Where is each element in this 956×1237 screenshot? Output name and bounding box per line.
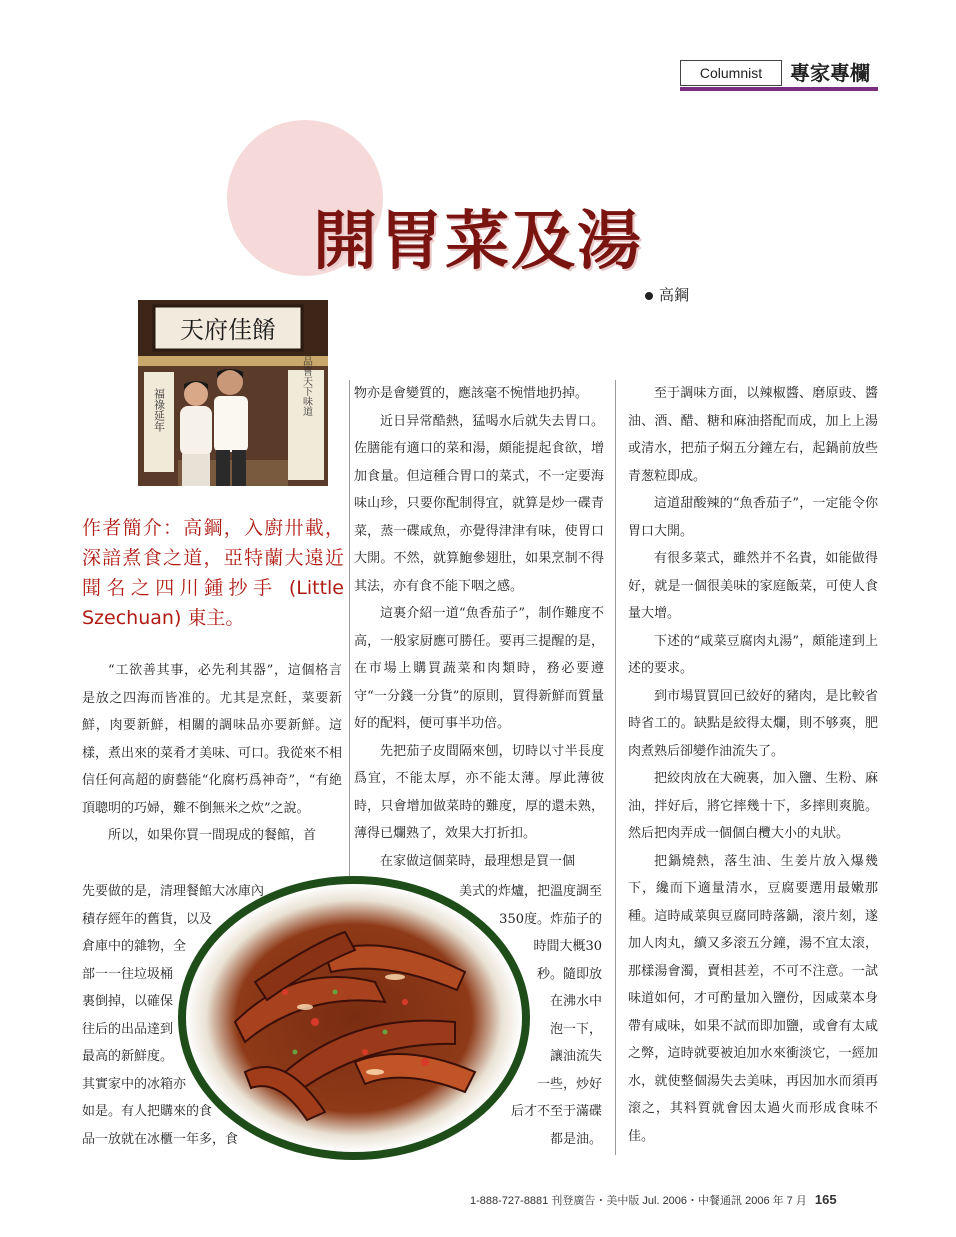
wrap-line: 秒。隨即放 <box>536 967 602 982</box>
eggplant-dish-photo <box>175 872 533 1164</box>
paragraph: 在家做這個菜時，最理想是買一個 <box>380 853 576 869</box>
paragraph: 有很多菜式，雖然并不名貴，如能做得好，就是一個很美味的家庭飯菜，可使人食量大增。 <box>628 551 878 621</box>
paragraph: 這裏介紹一道“魚香茄子”，制作難度不高，一般家厨應可勝任。要再三提醒的是，在市場上購買蔬菜和肉類時，務必要遵守“一分錢一分貨”的原則，買得新鮮而質量好的配料，便可事半功倍。 <box>354 606 604 731</box>
article-title: 開胃菜及湯 <box>313 204 643 279</box>
wrap-line: 品一放就在冰櫃一年多，食 <box>82 1132 239 1147</box>
wrap-line: 部一一往垃圾桶 <box>82 967 174 982</box>
bullet-icon <box>645 292 653 300</box>
header-rule <box>680 87 878 91</box>
column-divider <box>615 380 616 1155</box>
wrap-line: 在沸水中 <box>549 994 602 1009</box>
paragraph: 先把茄子皮間隔來刨，切時以寸半長度爲宜，不能太厚，亦不能太薄。厚此薄彼時，只會增加做菜時的難度，厚的還未熟，薄得已爛熟了，效果大打折扣。 <box>354 743 604 841</box>
paragraph: 這道甜酸辣的“魚香茄子”，一定能令你胃口大開。 <box>628 496 878 539</box>
text-column-left <box>82 657 342 850</box>
author-name: 高鋼 <box>659 286 690 304</box>
paragraph: 物亦是會變質的，應該毫不惋惜地扔掉。 <box>354 386 589 401</box>
wrap-line: 讓油流失 <box>549 1049 602 1064</box>
wrap-line: 如是。有人把購來的食 <box>82 1104 213 1119</box>
wrap-line: 350度。炸茄子的 <box>499 912 602 927</box>
scroll-left: 福祿延年 <box>152 388 166 432</box>
wrap-line: 積存經年的舊貨，以及 <box>82 912 213 927</box>
paragraph: 所以，如果你買一間現成的餐館，首 <box>108 828 317 843</box>
byline <box>645 284 689 305</box>
wrap-line: 都是油。 <box>549 1132 602 1147</box>
plaque-text: 天府佳餚 <box>180 316 276 344</box>
column-tag: Columnist <box>680 60 782 86</box>
wrap-line: 一些，炒好 <box>536 1077 602 1092</box>
wrap-line: 最高的新鮮度。 <box>82 1049 174 1064</box>
page-number: 165 <box>814 1192 837 1207</box>
wrap-line: 泡一下， <box>549 1022 602 1037</box>
paragraph: 把鍋燒熱，落生油、生姜片放入爆幾下，纔而下適量清水，豆腐要選用最嫩那種。這時咸菜與豆腐同時落鍋，滚片刻，遂加人肉丸，續又多滚五分鐘，湯不宜太滚，那樣湯會濁，賣相甚差，不可不注意。一試味道如何，才可酌量加入鹽份，因咸菜本身帶有咸味，如果不試而即加鹽，或會有太咸之弊，這時就要被迫加水來衝淡它，一經加水，就使整個湯失去美味，再因加水而須再滚之，其料質就會因太過火而形成食味不佳。 <box>628 853 878 1144</box>
paragraph: 把絞肉放在大碗裏，加入鹽、生粉、麻油，拌好后，將它摔幾十下，多摔則爽脆。然后把肉弄成一個個白欖大小的丸狀。 <box>628 771 878 841</box>
text-column-middle <box>354 380 604 875</box>
paragraph: 到市場買買回已絞好的豬肉，是比較省時省工的。缺點是絞得太爛，則不够爽，肥肉煮熟后卻變作油流失了。 <box>628 688 878 759</box>
wrap-line: 往后的出品達到 <box>82 1022 174 1037</box>
paragraph: 下述的“咸菜豆腐肉丸湯”，頗能達到上述的要求。 <box>628 633 878 676</box>
author-photo <box>138 300 328 486</box>
wrap-line: 先要做的是，清理餐館大冰庫內 <box>82 884 265 899</box>
paragraph: “工欲善其事，必先利其器”，這個格言是放之四海而皆准的。尤其是烹飪，菜要新鮮，肉要新鮮，相關的調味品亦要新鮮。這樣，煮出來的菜肴才美味、可口。我從來不相信任何高超的廚藝能“化腐朽爲神奇”，“有絶頂聰明的巧婦，難不倒無米之炊”之說。 <box>82 663 343 816</box>
section-title: 專家專欄 <box>790 61 870 85</box>
page-footer <box>470 1192 837 1208</box>
author-bio: 作者簡介：高鋼，入廚卅載，深諳煮食之道，亞特蘭大遠近聞名之四川鍾抄手 (Little Szechuan) 東主。 <box>82 517 344 629</box>
wrap-line: 倉庫中的雜物，全 <box>82 939 187 954</box>
wrap-line: 后才不至于滿碟 <box>510 1104 602 1119</box>
paragraph: 至于調味方面，以辣椒醬、磨原豉、醬油、酒、醋、糖和麻油搭配而成，加上上湯或清水，把茄子焖五分鐘左右，起鍋前放些青葱粒即成。 <box>628 386 878 484</box>
paragraph: 近日异常酷熱，猛喝水后就失去胃口。佐膳能有適口的菜和湯，頗能提起食欲，增加食量。但這種合胃口的菜式，不一定要海味山珍，只要你配制得宜，就算是炒一碟青菜，蒸一碟咸魚，亦覺得津津有味，使胃口大開。不然，就算鮑參翅肚，如果烹制不得其法，亦有食不能下咽之感。 <box>354 413 604 594</box>
wrap-line: 時間大概30 <box>533 939 602 954</box>
text-column-right <box>628 380 878 1150</box>
scroll-right: 品嘗天下味道 <box>300 356 312 416</box>
footer-text: 1-888-727-8881 刊登廣告・美中版 Jul. 2006・中餐通訊 2006 年 7 月 <box>470 1195 807 1207</box>
wrap-line: 裏倒掉，以確保 <box>82 994 174 1009</box>
wrap-line: 其實家中的冰箱亦 <box>82 1077 187 1092</box>
wrap-line: 美式的炸爐，把溫度調至 <box>458 884 602 899</box>
